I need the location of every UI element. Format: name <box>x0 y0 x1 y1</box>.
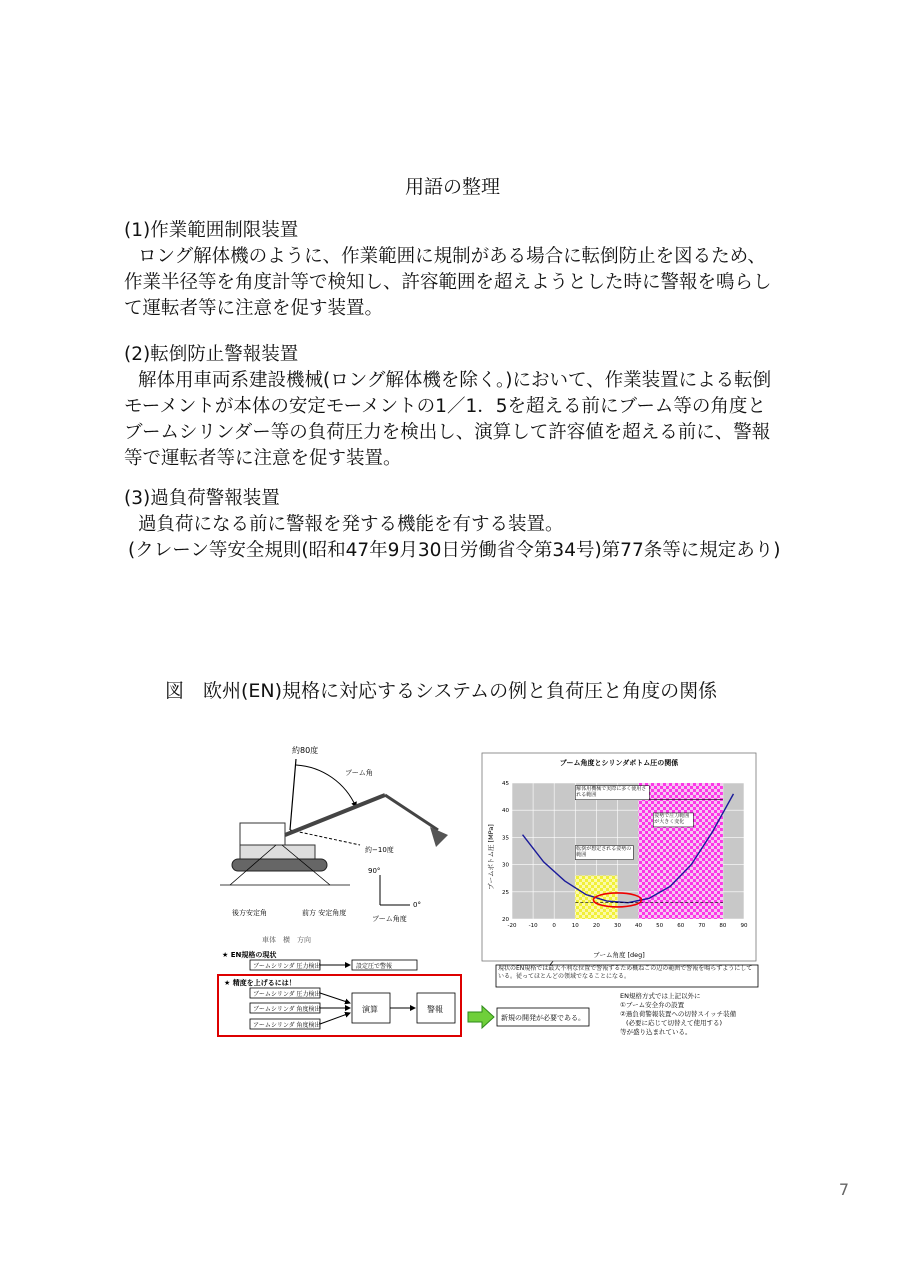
crawler <box>232 859 327 871</box>
upper-body <box>240 845 315 859</box>
section-3-body: 過負荷になる前に警報を発する機能を有する装置。 <box>138 514 564 535</box>
boom-angle-legend: ブーム角度 <box>372 915 407 923</box>
y-tick-label: 40 <box>502 808 509 815</box>
page-title: 用語の整理 <box>404 176 500 198</box>
x-tick-label: 90 <box>740 923 748 929</box>
body-direction-label: 車体 横 方向 <box>262 936 311 944</box>
deg-0-label: 0° <box>413 901 421 909</box>
figure <box>210 735 770 1045</box>
y-tick-label: 30 <box>502 862 509 869</box>
x-tick-label: 50 <box>656 923 664 929</box>
boom-80-line <box>290 759 296 830</box>
chart-annotation-text: 転倒が想定される姿勢の範囲 <box>576 845 632 859</box>
en-method-text: EN規格方式では上記以外に <box>620 992 701 1000</box>
chart-region <box>639 783 723 919</box>
chart-annotation <box>654 813 692 827</box>
to-improve-label: ★ 精度を上げるには！ <box>224 979 296 987</box>
boom <box>285 795 385 835</box>
calc-text: 演算 <box>362 1005 378 1014</box>
y-tick-label: 35 <box>502 835 509 842</box>
x-tick-label: 30 <box>613 923 621 929</box>
section-2-heading: (2)転倒防止警報装置 <box>124 344 299 365</box>
x-tick-label: 20 <box>592 923 600 929</box>
y-tick-label: 25 <box>502 889 509 896</box>
chart-xlabel: ブーム角度 [deg] <box>593 951 645 959</box>
en-current-label: ★ EN規格の現状 <box>222 951 277 959</box>
x-tick-label: 70 <box>698 923 706 929</box>
section-1 <box>124 218 784 322</box>
front-stability-label: 前方 安定角度 <box>302 909 347 917</box>
x-tick-label: 80 <box>719 923 727 929</box>
y-tick-label: 45 <box>502 781 509 787</box>
section-2-body: 解体用車両系建設機械(ロング解体機を除く。)において、作業装置による転倒モーメントが本体の安定モーメントの1／1．5を超える前にブーム等の角度とブームシリンダー等の負荷圧力を検出し、演算して許容値を超える前に、警報等で運転者等に注意を促す装置。 <box>124 370 772 469</box>
page-number: 7 <box>838 1180 849 1199</box>
en-setting-text: 設定圧で警報 <box>356 963 393 970</box>
note-item-2: ②過負荷警報装置への切替スイッチ装備 <box>620 1010 737 1018</box>
bucket <box>430 827 448 847</box>
pressure-chart <box>482 753 756 961</box>
x-tick-label: 10 <box>571 923 579 929</box>
about-80-label: 約80度 <box>292 746 319 755</box>
x-tick-label: 60 <box>677 923 685 929</box>
en-pressure-text: ブームシリンダ 圧力検出 <box>253 963 321 970</box>
minus10-label: 約−10度 <box>365 846 394 854</box>
arm <box>385 795 438 830</box>
chart-annotation <box>576 786 648 800</box>
note-tail: 等が盛り込まれている。 <box>620 1028 692 1036</box>
section-1-body: ロング解体機のように、作業範囲に規制がある場合に転倒防止を図るため、作業半径等を角度計等で検知し、許容範囲を超えようとした時に警報を鳴らして運転者等に注意を促す装置。 <box>124 246 772 319</box>
section-3-heading: (3)過負荷警報装置 <box>124 488 280 509</box>
en-note-text: 現状のEN規格では最大不利な位置で警報するため概ねこの辺の範囲で警報を鳴らすようにしている。従ってほとんどの領域でなることになる。 <box>498 965 753 980</box>
alarm-text: 警報 <box>427 1005 443 1014</box>
x-tick-label: -20 <box>507 923 517 929</box>
note-item-1: ①ブーム安全弁の設置 <box>620 1001 685 1009</box>
x-tick-label: -10 <box>528 923 538 929</box>
x-tick-label: 0 <box>552 923 556 929</box>
boom-angle-detect-text: ブームシリンダ 角度検出 <box>253 1006 321 1013</box>
green-arrow <box>468 1006 494 1028</box>
chart-annotation-text: 解体用機械で実際に多く使用される範囲 <box>576 785 647 799</box>
section-1-heading: (1)作業範囲制限装置 <box>124 220 299 241</box>
pressure-detect-text: ブームシリンダ 圧力検出 <box>253 991 321 998</box>
chart-annotation <box>576 846 632 860</box>
arm-angle-detect-text: アームシリンダ 角度検出 <box>253 1022 321 1029</box>
deg-90-label: 90° <box>368 867 381 875</box>
boom-angle-text: ブーム角 <box>345 769 373 777</box>
flow-arrow-1 <box>320 993 350 1003</box>
flow-arrow-3 <box>320 1013 350 1024</box>
figure-caption: 図 欧州(EN)規格に対応するシステムの例と負荷圧と角度の関係 <box>165 680 718 702</box>
flow-diagram <box>218 950 589 1036</box>
section-2 <box>124 342 784 472</box>
x-tick-label: 40 <box>635 923 643 929</box>
cab <box>240 823 285 845</box>
chart-ylabel: ブームボトム圧 [MPa] <box>487 824 495 890</box>
section-3 <box>124 486 784 564</box>
new-dev-text: 新規の開発が必要である。 <box>501 1014 585 1022</box>
chart-title: ブーム角度とシリンダボトム圧の関係 <box>559 759 679 767</box>
excavator-diagram <box>220 745 448 944</box>
boom-minus10-line <box>290 830 360 845</box>
note-item-2b: (必要に応じて切替えて使用する) <box>626 1019 723 1027</box>
chart-annotation-text: 姿勢で圧力範囲が大きく変化 <box>654 812 690 826</box>
y-tick-label: 20 <box>502 917 509 923</box>
rear-stability-label: 後方安定角 <box>232 909 267 917</box>
section-3-note: (クレーン等安全規則(昭和47年9月30日労働省令第34号)第77条等に規定あり) <box>128 540 781 561</box>
